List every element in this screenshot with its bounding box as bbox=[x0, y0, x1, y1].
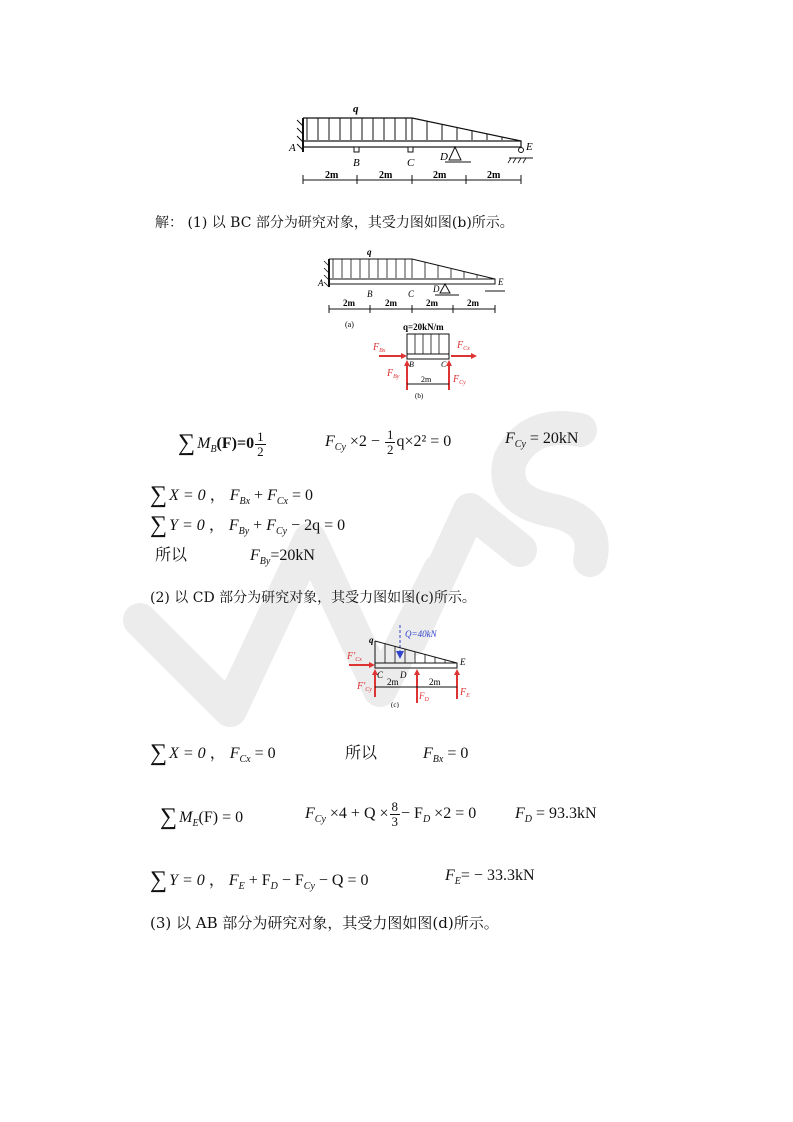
step1-prefix: 解： bbox=[155, 215, 183, 231]
fig3-load-label: q=20kN/m bbox=[403, 322, 444, 332]
fig3-caption: (b) bbox=[415, 392, 424, 400]
fig3-F-By: $F_{By}$ bbox=[387, 368, 400, 380]
fig1-q-label: q bbox=[353, 103, 359, 115]
fig2-dim-4: 2m bbox=[467, 298, 479, 308]
eq-sum-X-2: ∑ X = 0 ， $F_{Cx} = 0$ bbox=[150, 740, 276, 766]
eq-moment-E: ∑ $M_E(F) = 0$ bbox=[160, 804, 244, 830]
fig4-F-D: $F_D$ bbox=[419, 691, 429, 703]
eq-result-FE: $F_E= - 33.3kN$ bbox=[445, 867, 535, 887]
eq-sum-Y-2: ∑ Y = 0 ， $F_E + F_D - F_{Cy} - Q = 0$ bbox=[150, 867, 369, 893]
fig1-dim-3: 2m bbox=[433, 170, 447, 181]
fig4-q-label: q bbox=[369, 635, 374, 645]
fig2-dim-1: 2m bbox=[343, 298, 355, 308]
figure-beam-a bbox=[315, 245, 515, 330]
fig2-point-E: E bbox=[498, 277, 504, 287]
eq-therefore-FBy: 所以 $F_{By}=20kN$ bbox=[155, 547, 315, 567]
step2-paragraph: (2) 以 CD 部分为研究对象，其受力图如图(c)所示。 bbox=[150, 590, 476, 606]
fig1-point-C: C bbox=[407, 157, 415, 169]
figure-beam-main bbox=[285, 100, 545, 190]
fig1-point-D: D bbox=[440, 151, 448, 163]
eq-sum-X-1: ∑ X = 0 ， $F_{Bx} + F_{Cx} = 0$ bbox=[150, 482, 313, 508]
fig4-caption: (c) bbox=[391, 701, 399, 708]
fig2-dim-2: 2m bbox=[385, 298, 397, 308]
fig3-point-C: C bbox=[441, 360, 447, 369]
eq-moment-E-detail: $F_{Cy} \times 4 + Q$ × $\frac{8}{3}$ − $F_D \times 2 = 0$ bbox=[305, 799, 477, 829]
fig1-dim-2: 2m bbox=[379, 170, 393, 181]
fig2-point-A: A bbox=[318, 278, 324, 288]
fig2-caption: (a) bbox=[345, 320, 354, 329]
fig3-F-Cy: $F_{Cy}$ bbox=[453, 374, 466, 386]
fig1-point-A: A bbox=[289, 142, 296, 154]
figure-cd-free-body bbox=[345, 623, 480, 708]
figure-bc-free-body bbox=[365, 320, 485, 400]
fig4-F-Cx: $F'_{Cx}$ bbox=[347, 651, 362, 663]
eq-result-FCy: $F_{Cy} = 20kN$ bbox=[505, 430, 579, 450]
fig4-point-E: E bbox=[460, 657, 466, 667]
step1-paragraph bbox=[155, 212, 514, 232]
fig1-dim-1: 2m bbox=[325, 170, 339, 181]
fig2-point-C: C bbox=[408, 289, 415, 299]
fig1-point-E: E bbox=[526, 141, 533, 153]
eq-therefore-FBx: 所以 $F_{Bx} = 0$ bbox=[345, 745, 469, 765]
eq-result-FD: $F_D = 93.3kN$ bbox=[515, 805, 597, 825]
fig3-F-Cx: $F_{Cx}$ bbox=[457, 340, 470, 352]
fig2-q-label: q bbox=[367, 247, 372, 257]
fig4-dim-2: 2m bbox=[429, 677, 441, 687]
fig3-dim: 2m bbox=[421, 375, 432, 384]
watermark-text: WPS bbox=[110, 390, 113, 391]
fig1-point-B: B bbox=[353, 157, 360, 169]
fig2-point-B: B bbox=[367, 289, 373, 299]
fig1-dim-4: 2m bbox=[487, 170, 501, 181]
step3-paragraph: (3) 以 AB 部分为研究对象，其受力图如图(d)所示。 bbox=[150, 914, 499, 932]
eq-moment-B: ∑ $M_B(F)=0$ $\frac{1}{2}$ bbox=[178, 428, 264, 459]
eq-sum-Y-1: ∑ Y = 0 ， $F_{By} + F_{Cy} - 2q = 0$ bbox=[150, 512, 346, 538]
fig4-F-E: $F_E$ bbox=[460, 687, 470, 699]
fig3-F-Bx: $F_{Bx}$ bbox=[373, 342, 386, 354]
fig3-point-B: B bbox=[409, 360, 414, 369]
fig4-F-Cy: $F'_{Cy}$ bbox=[357, 681, 372, 693]
fig4-dim-1: 2m bbox=[387, 677, 399, 687]
step1-text: (1) 以 BC 部分为研究对象，其受力图如图(b)所示。 bbox=[187, 215, 514, 231]
eq-moment-B-detail: $F_{Cy} \times 2$ − $\frac{1}{2}$ q×2² = 0 bbox=[325, 427, 452, 457]
fig2-point-D: D bbox=[433, 284, 440, 294]
fig4-Q-label: Q=40kN bbox=[405, 629, 437, 639]
fig2-dim-3: 2m bbox=[426, 298, 438, 308]
fig4-point-C: C bbox=[377, 670, 384, 680]
fig4-point-D: D bbox=[400, 670, 407, 680]
